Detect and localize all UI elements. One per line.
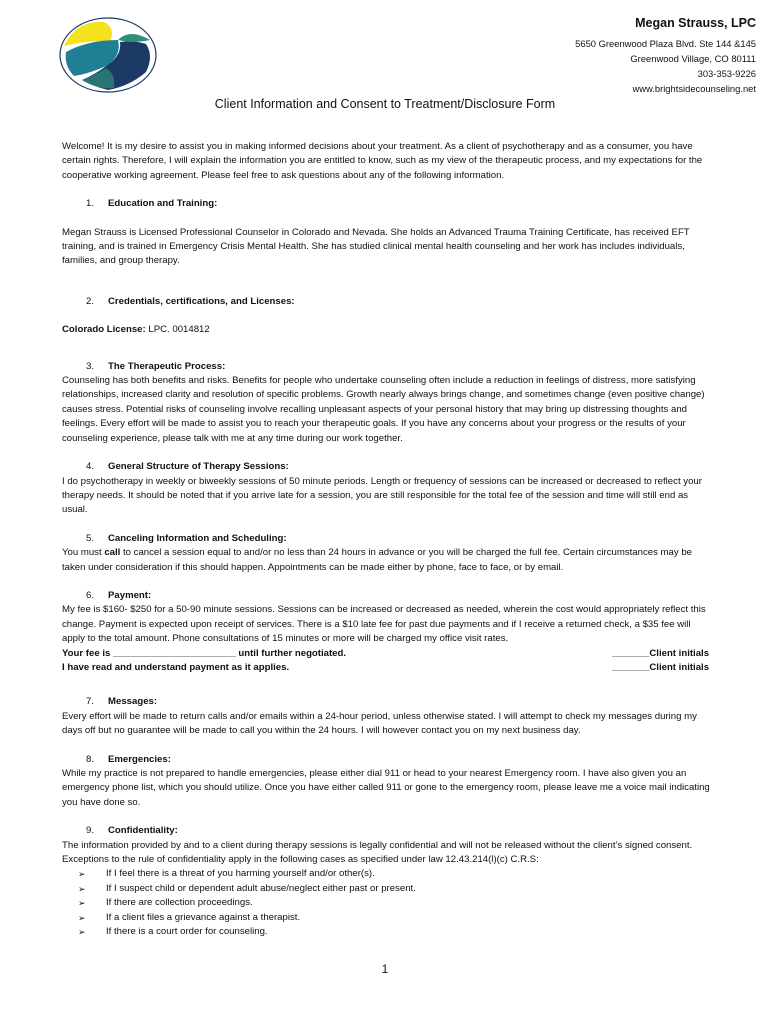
address-line-2: Greenwood Village, CO 80111 <box>630 53 756 64</box>
client-initials-field[interactable]: _______Client initials <box>612 647 710 659</box>
list-item: ➢ If I suspect child or dependent adult abuse/neglect either past or present. <box>78 882 714 896</box>
letterhead <box>575 14 756 96</box>
section-heading-emergencies: 8. Emergencies: <box>86 753 171 765</box>
client-initials-field[interactable]: _______Client initials <box>612 661 710 673</box>
page-number: 1 <box>381 962 389 976</box>
emergencies-paragraph: While my practice is not prepared to handle emergencies, please either dial 911 or head to your nearest Emergency room. I have also given you an emergency phone list, which you should utilize. Once you have either called 911 or gone to the emergency room, please leave me a voice mail indicating you have done so. <box>62 768 710 808</box>
fee-row <box>62 647 714 661</box>
section-heading-credentials: 2. Credentials, certifications, and Licenses: <box>86 295 295 307</box>
acknowledge-row <box>62 661 714 675</box>
arrow-bullet-icon: ➢ <box>78 927 86 938</box>
section-heading-structure: 4. General Structure of Therapy Sessions: <box>86 461 289 473</box>
acknowledge-line: I have read and understand payment as it applies. <box>62 661 290 673</box>
messages-paragraph: Every effort will be made to return calls and/or emails within a 24-hour period, unless otherwise stated. I will attempt to check my messages during my days off but no guarantee will be made to call you within the 24 hours. I will however contact you on my next business day. <box>62 710 697 737</box>
structure-paragraph: I do psychotherapy in weekly or biweekly sessions of 50 minute periods. Length or frequency of sessions can be increased or decreased to reflect your therapy needs. It should be noted that if you arrive late for a session, you are still responsible for the total fee of the session and time will still end as usual. <box>62 475 702 516</box>
list-item: ➢ If a client files a grievance against a therapist. <box>78 911 714 925</box>
section-heading-payment: 6. Payment: <box>86 589 152 601</box>
section-heading-confidentiality: 9. Confidentiality: <box>86 825 178 837</box>
arrow-bullet-icon: ➢ <box>78 898 86 909</box>
education-paragraph: Megan Strauss is Licensed Professional Counselor in Colorado and Nevada. She holds an Advanced Trauma Training Certificate, has received EFT training, and is trained in Emergency Crisis Mental Health. She has studied clinical mental health counseling and her work has includes individuals, families, and group therapy. <box>62 226 690 267</box>
counselor-name: Megan Strauss, LPC <box>635 16 756 30</box>
arrow-bullet-icon: ➢ <box>78 869 86 880</box>
payment-paragraph: My fee is $160- $250 for a 50-90 minute sessions. Sessions can be increased or decreased as needed, wherein the cost would appropriately reflect this change. Payment is expected upon receipt of services. There is a $10 late fee for past due payments and if I receive a returned check, a $35 fee will apply to the total amount. Phone consultations of 15 minutes or more will be charged my office visit rates. <box>62 604 706 645</box>
section-heading-messages: 7. Messages: <box>86 696 158 708</box>
fee-line: Your fee is _______________________ until further negotiated. <box>62 647 347 659</box>
confidentiality-exceptions-list <box>62 867 714 939</box>
phone-number: 303-353-9226 <box>697 68 756 79</box>
license-line: Colorado License: LPC. 0014812 <box>62 324 210 336</box>
arrow-bullet-icon: ➢ <box>78 912 86 923</box>
document-body <box>62 140 714 939</box>
list-item: ➢ If there is a court order for counseling. <box>78 925 714 939</box>
arrow-bullet-icon: ➢ <box>78 883 86 894</box>
canceling-paragraph: You must call to cancel a session equal to and/or no less than 24 hours in advance or you will be charged the full fee. Certain circumstances may be taken under consideration if this should happen. Appointments can be made either by phone, face to face, or by email. <box>62 547 693 573</box>
process-paragraph: Counseling has both benefits and risks. Benefits for people who undertake counseling often include a reduction in feelings of distress, more satisfying relationships, increased clarity and resolution of specific problems. Growth nearly always brings change, and sometimes change (even positive change) causes stress. Potential risks of counseling involve recalling unpleasant aspects of your personal history that may bring up distressing thoughts and feelings. Every effort will be made to assist you to reach your therapeutic goals. If you have any concerns about your progress or the results of your counseling experience, please talk with me at any time during our work together. <box>62 375 705 444</box>
website: www.brightsidecounseling.net <box>632 83 756 94</box>
section-heading-process: 3. The Therapeutic Process: <box>86 360 226 372</box>
list-item: ➢ If I feel there is a threat of you harming yourself and/or other(s). <box>78 867 714 881</box>
confidentiality-paragraph: The information provided by and to a client during therapy sessions is legally confidential and will not be released without the client’s signed consent. Exceptions to the rule of confidentiality apply in the following cases as specified under law 12.43.214(l)(c) C.R.S: <box>62 839 693 866</box>
section-heading-canceling: 5. Canceling Information and Scheduling: <box>86 532 287 544</box>
section-heading-education: 1. Education and Training: <box>86 198 218 210</box>
address-line-1: 5650 Greenwood Plaza Blvd. Ste 144 &145 <box>575 38 756 49</box>
intro-paragraph: Welcome! It is my desire to assist you in making informed decisions about your treatment. As a client of psychotherapy and as a consumer, you have certain rights. Therefore, I will explain the information you are entitled to know, such as my view of the therapeutic process, and my expectations for the cooperative working agreement. Please feel free to ask questions about any of the following information. <box>62 141 703 181</box>
list-item: ➢ If there are collection proceedings. <box>78 896 714 910</box>
brightside-logo <box>58 16 158 94</box>
document-title: Client Information and Consent to Treatment/Disclosure Form <box>214 97 556 111</box>
